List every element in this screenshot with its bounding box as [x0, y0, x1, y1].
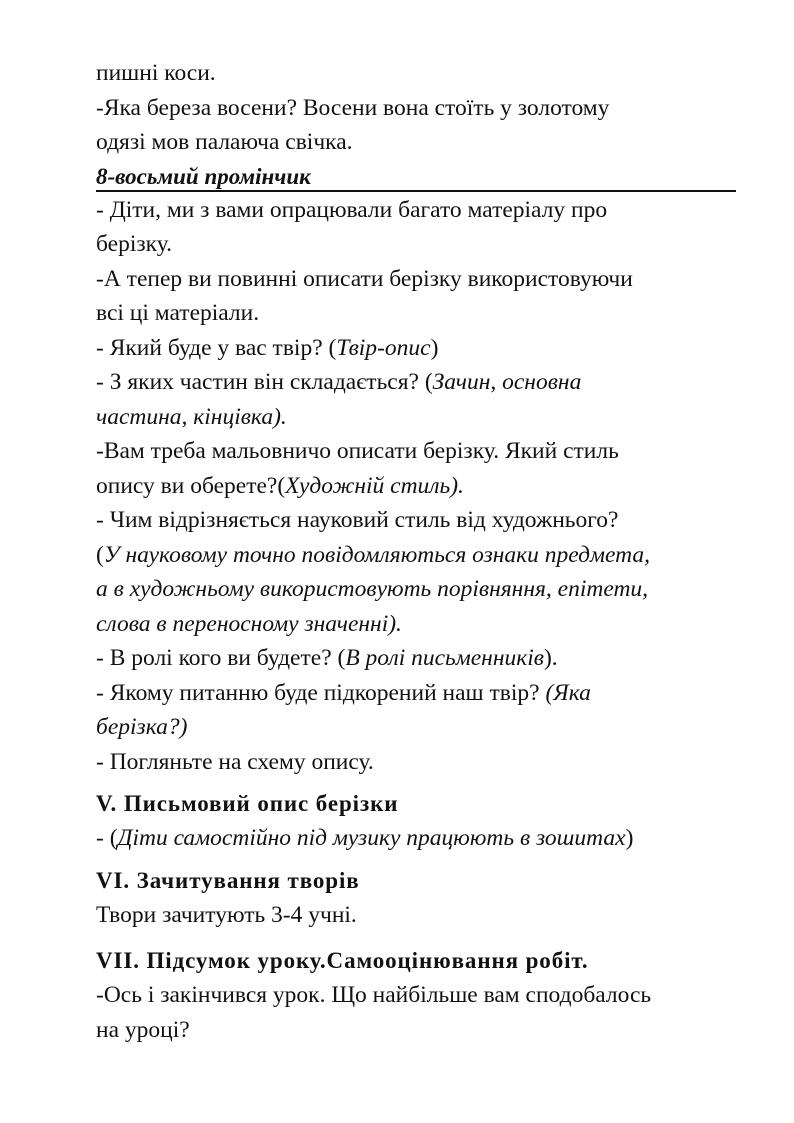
question-8-answer-line-1: (Яка [545, 679, 591, 706]
section-7-title: VII. Підсумок уроку.Самооцінювання робіт. [96, 948, 589, 973]
question-6-answer-text-1: У науковому точно повідомляються ознаки предмета, [103, 541, 651, 568]
question-2-line-2: всі ці матеріали. [96, 300, 260, 326]
section-5-note [96, 821, 736, 856]
question-5-line-2 [96, 469, 736, 504]
question-4-answer-line-1: Зачин, основна [432, 369, 582, 395]
document-page [96, 56, 736, 1047]
question-8-answer-line-2: берізка?) [96, 714, 188, 740]
question-1-line-2: берізку. [96, 231, 172, 257]
intro-line-3: одязі мов палаюча свічка. [96, 129, 353, 155]
question-6-line-1: - Чим відрізняється науковий стиль від художнього? [96, 507, 619, 533]
question-8 [96, 676, 736, 711]
section-7-question-line-1: -Ось і закінчився урок. Що найбільше вам сподобалось [96, 982, 652, 1008]
section-6-title: VI. Зачитування творів [96, 867, 360, 893]
question-4 [96, 365, 736, 400]
question-1-line-1: - Діти, ми з вами опрацювали багато матеріалу про [96, 196, 608, 223]
question-2-line-1: -А тепер ви повинні описати берізку використовуючи [96, 265, 633, 292]
question-4-text: - З яких частин він складається? ( [96, 369, 433, 395]
question-7-text: - В ролі кого ви будете? ( [96, 645, 346, 671]
question-9: - Погляньте на схему опису. [96, 748, 374, 775]
ray-8-heading [96, 161, 736, 193]
question-5-answer: Художній стиль). [285, 472, 464, 499]
question-3-answer: Твір-опис [336, 334, 431, 361]
question-8-text: - Якому питанню буде підкорений наш твір? [96, 679, 546, 706]
intro-line-2: -Яка береза восени? Восени вона стоїть у золотому [96, 94, 610, 121]
question-6-answer-line-2: а в художньому використовують порівняння, епітети, [96, 576, 649, 602]
question-6-answer-line-1 [96, 538, 736, 573]
section-5-note-text: Діти самостійно під музику працюють в зошитах [117, 825, 626, 851]
question-6-answer-line-3: слова в переносному значенні). [96, 610, 402, 637]
question-3 [96, 331, 736, 366]
heading-underline [96, 190, 736, 192]
question-3-close: ) [430, 334, 439, 361]
question-3-text: - Який буде у вас твір? ( [96, 334, 337, 361]
intro-line-1: пишні коси. [96, 60, 216, 86]
section-7-question-line-2: на уроці? [96, 1016, 190, 1043]
question-7 [96, 641, 736, 676]
question-5-text: опису ви оберете?( [96, 472, 286, 499]
section-5-open: - ( [96, 825, 118, 851]
question-5-line-1: -Вам треба мальовничо описати берізку. Який стиль [96, 438, 619, 464]
question-6-open: ( [96, 541, 104, 568]
question-7-answer: В ролі письменників [345, 645, 544, 671]
ray-8-heading-text: 8-восьмий промінчик [96, 163, 311, 189]
section-5-close: ) [625, 825, 634, 851]
question-7-close: ). [543, 645, 558, 671]
question-4-answer-line-2: частина, кінцівка). [96, 403, 287, 430]
section-6-text: Твори зачитують 3-4 учні. [96, 901, 357, 928]
section-5-title: V. Письмовий опис берізки [96, 791, 399, 816]
